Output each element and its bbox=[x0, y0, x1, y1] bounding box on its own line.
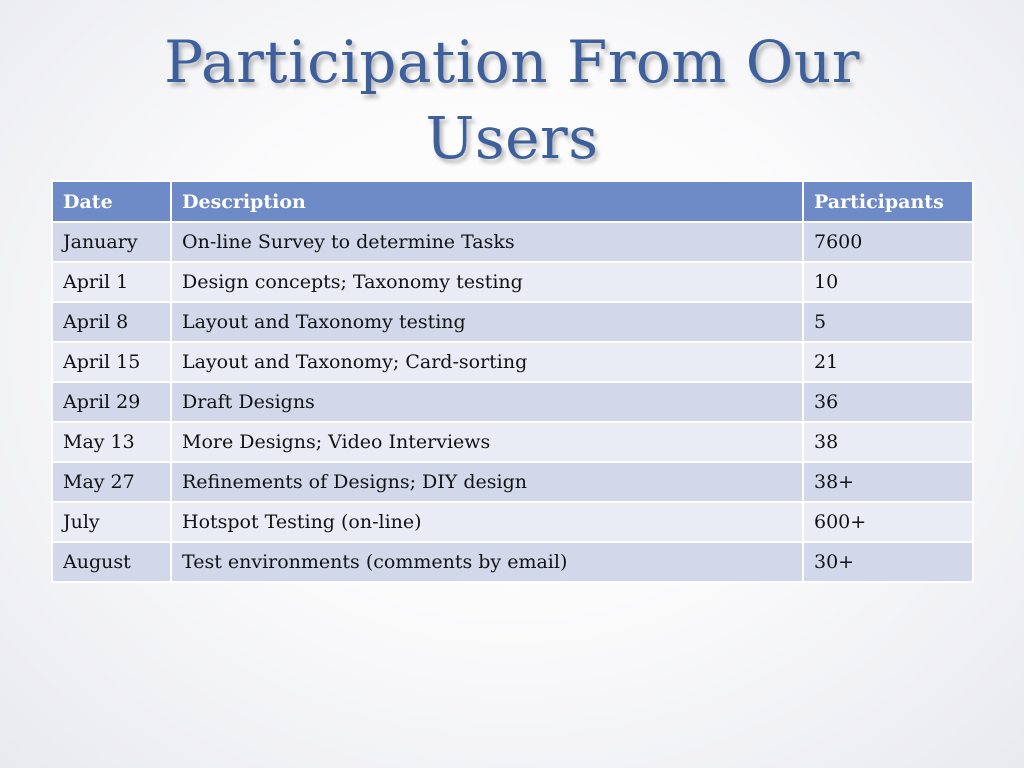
participation-table bbox=[51, 180, 974, 583]
slide-title-line-1: Participation From Our bbox=[164, 28, 860, 96]
cell-description: On-line Survey to determine Tasks bbox=[171, 222, 803, 262]
cell-description: Design concepts; Taxonomy testing bbox=[171, 262, 803, 302]
cell-date: May 27 bbox=[52, 462, 171, 502]
cell-description: Test environments (comments by email) bbox=[171, 542, 803, 582]
cell-description: Refinements of Designs; DIY design bbox=[171, 462, 803, 502]
cell-date: April 8 bbox=[52, 302, 171, 342]
header-description: Description bbox=[171, 181, 803, 222]
table-row bbox=[52, 542, 973, 582]
cell-participants: 38 bbox=[803, 422, 973, 462]
cell-date: April 15 bbox=[52, 342, 171, 382]
cell-participants: 30+ bbox=[803, 542, 973, 582]
cell-date: August bbox=[52, 542, 171, 582]
table-header-row bbox=[52, 181, 973, 222]
header-participants: Participants bbox=[803, 181, 973, 222]
table-row bbox=[52, 262, 973, 302]
cell-participants: 36 bbox=[803, 382, 973, 422]
cell-participants: 10 bbox=[803, 262, 973, 302]
cell-description: Layout and Taxonomy; Card-sorting bbox=[171, 342, 803, 382]
cell-participants: 5 bbox=[803, 302, 973, 342]
table-row bbox=[52, 502, 973, 542]
table-row bbox=[52, 462, 973, 502]
table-row bbox=[52, 302, 973, 342]
cell-description: More Designs; Video Interviews bbox=[171, 422, 803, 462]
table-row bbox=[52, 422, 973, 462]
cell-participants: 600+ bbox=[803, 502, 973, 542]
cell-participants: 38+ bbox=[803, 462, 973, 502]
slide-title-line-2: Users bbox=[425, 104, 599, 172]
cell-participants: 7600 bbox=[803, 222, 973, 262]
cell-participants: 21 bbox=[803, 342, 973, 382]
table-row bbox=[52, 342, 973, 382]
cell-description: Draft Designs bbox=[171, 382, 803, 422]
cell-date: July bbox=[52, 502, 171, 542]
header-date: Date bbox=[52, 181, 171, 222]
cell-date: May 13 bbox=[52, 422, 171, 462]
slide-title bbox=[0, 24, 1024, 176]
cell-date: April 1 bbox=[52, 262, 171, 302]
cell-date: January bbox=[52, 222, 171, 262]
cell-description: Hotspot Testing (on-line) bbox=[171, 502, 803, 542]
table-row bbox=[52, 382, 973, 422]
table-row bbox=[52, 222, 973, 262]
cell-description: Layout and Taxonomy testing bbox=[171, 302, 803, 342]
cell-date: April 29 bbox=[52, 382, 171, 422]
